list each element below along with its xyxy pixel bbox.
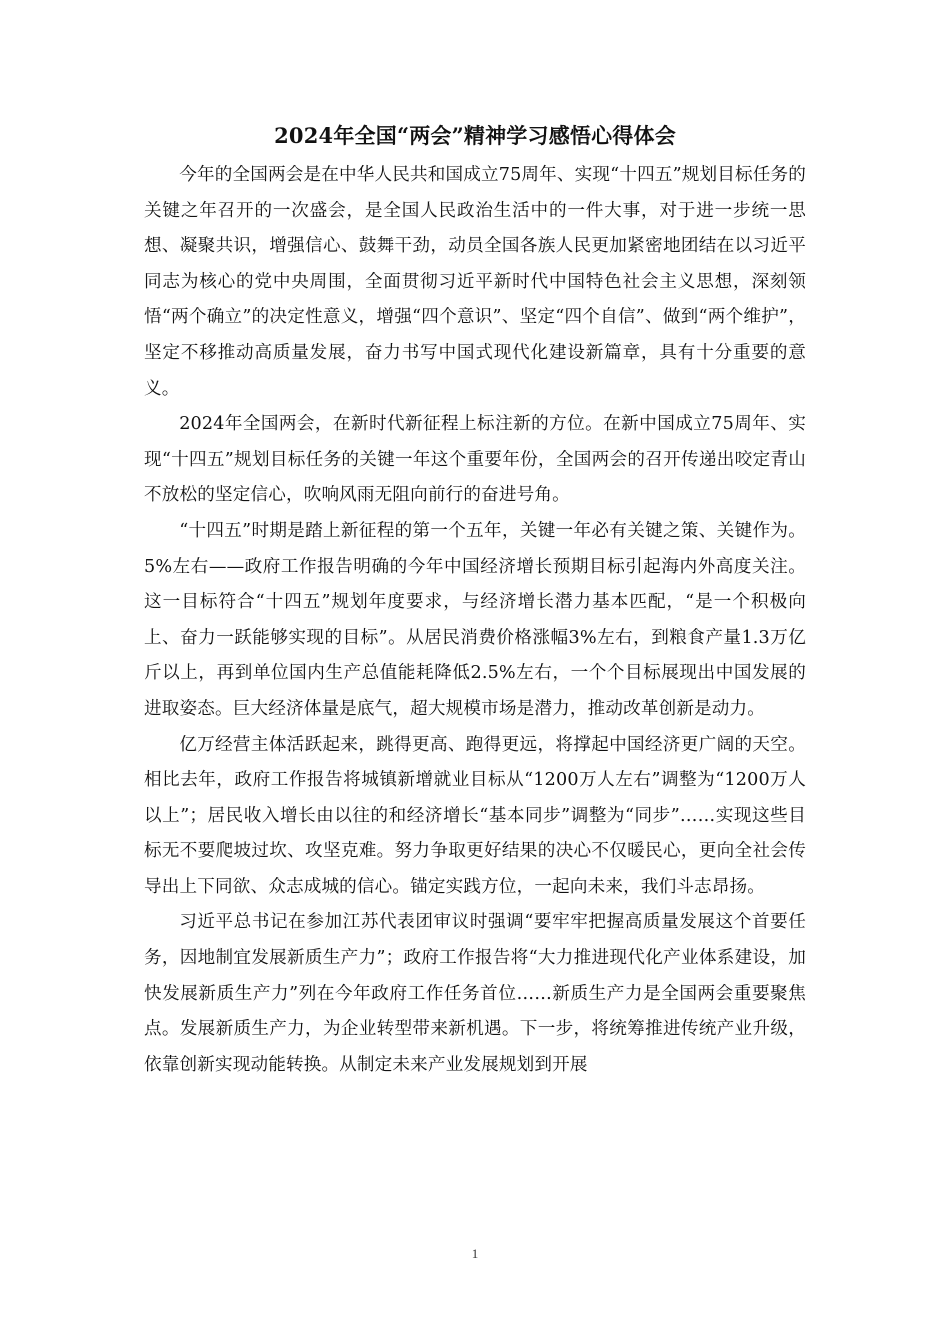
page-number: 1 xyxy=(471,1246,479,1261)
paragraph-1: 今年的全国两会是在中华人民共和国成立75周年、实现“十四五”规划目标任务的关键之年召开的一次盛会，是全国人民政治生活中的一件大事，对于进一步统一思想、凝聚共识，增强信心、鼓舞干劲，动员全国各族人民更加紧密地团结在以习近平同志为核心的党中央周围，全面贯彻习近平新时代中国特色社会主义思想，深刻领悟“两个确立”的决定性意义，增强“四个意识”、坚定“四个自信”、做到“两个维护”，坚定不移推动高质量发展，奋力书写中国式现代化建设新篇章，具有十分重要的意义。 xyxy=(144,165,806,399)
paragraph-3: “十四五”时期是踏上新征程的第一个五年，关键一年必有关键之策、关键作为。5%左右——政府工作报告明确的今年中国经济增长预期目标引起海内外高度关注。这一目标符合“十四五”规划年度要求，与经济增长潜力基本匹配，“是一个积极向上、奋力一跃能够实现的目标”。从居民消费价格涨幅3%左右，到粮食产量1.3万亿斤以上，再到单位国内生产总值能耗降低2.5%左右，一个个目标展现出中国发展的进取姿态。巨大经济体量是底气，超大规模市场是潜力，推动改革创新是动力。 xyxy=(144,520,806,719)
paragraph-2: 2024年全国两会，在新时代新征程上标注新的方位。在新中国成立75周年、实现“十四五”规划目标任务的关键一年这个重要年份，全国两会的召开传递出咬定青山不放松的坚定信心，吹响风雨无阻向前行的奋进号角。 xyxy=(144,414,806,506)
paragraph-5: 习近平总书记在参加江苏代表团审议时强调“要牢牢把握高质量发展这个首要任务，因地制宜发展新质生产力”；政府工作报告将“大力推进现代化产业体系建设，加快发展新质生产力”列在今年政府工作任务首位……新质生产力是全国两会重要聚焦点。发展新质生产力，为企业转型带来新机遇。下一步，将统筹推进传统产业升级，依靠创新实现动能转换。从制定未来产业发展规划到开展 xyxy=(144,912,806,1075)
document-body xyxy=(144,114,806,1083)
document-title: 2024年全国“两会”精神学习感悟心得体会 xyxy=(274,123,676,148)
paragraph-4: 亿万经营主体活跃起来，跳得更高、跑得更远，将撑起中国经济更广阔的天空。相比去年，政府工作报告将城镇新增就业目标从“1200万人左右”调整为“1200万人以上”；居民收入增长由以往的和经济增长“基本同步”调整为“同步”……实现这些目标无不要爬坡过坎、攻坚克难。努力争取更好结果的决心不仅暖民心，更向全社会传导出上下同欲、众志成城的信心。锚定实践方位，一起向未来，我们斗志昂扬。 xyxy=(144,734,806,897)
